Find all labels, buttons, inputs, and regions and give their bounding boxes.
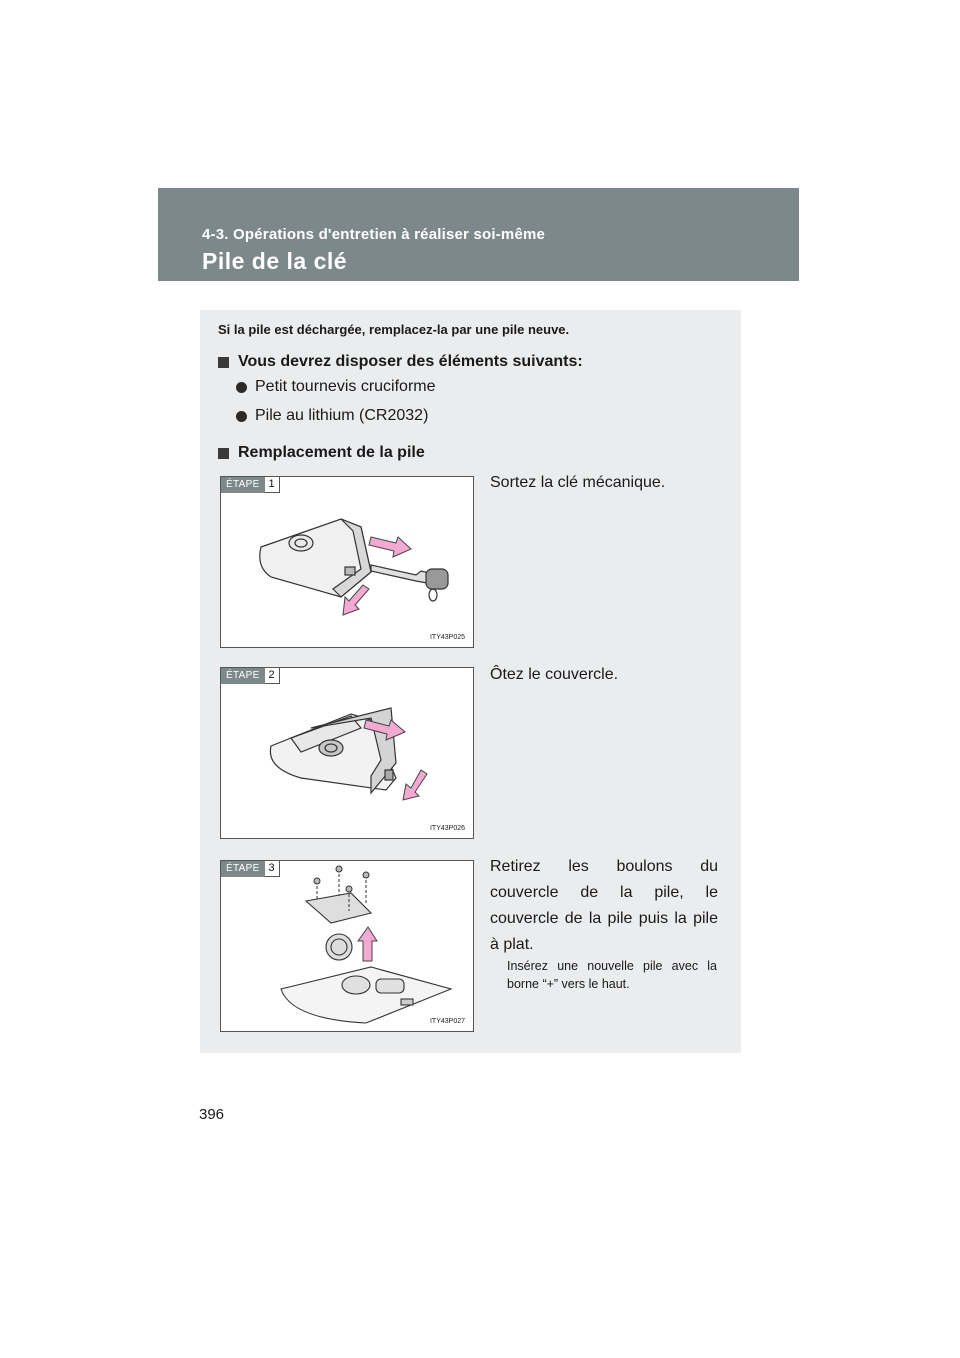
round-bullet-icon: [236, 382, 247, 393]
image-code: ITY43P026: [429, 825, 465, 832]
step-3-note: Insérez une nouvelle pile avec la borne “+” vers le haut.: [507, 959, 717, 991]
step-number: 1: [265, 477, 280, 493]
replacement-heading-text: Remplacement de la pile: [238, 444, 425, 461]
round-bullet-icon: [236, 411, 247, 422]
page-title: Pile de la clé: [202, 248, 348, 274]
step-badge: [221, 477, 280, 493]
step-3-text: Retirez les boulons du couvercle de la pile, le couvercle de la pile puis la pile à plat.: [490, 858, 718, 953]
page-header: [158, 188, 799, 281]
intro-text: Si la pile est déchargée, remplacez-la par une pile neuve.: [218, 322, 570, 337]
list-item: [236, 407, 428, 425]
image-code: ITY43P027: [429, 1018, 465, 1025]
step-badge: [221, 668, 280, 684]
step-label: ÉTAPE: [221, 861, 265, 877]
step-3-illustration: [220, 860, 474, 1032]
items-needed-heading-text: Vous devrez disposer des éléments suivants:: [238, 353, 583, 370]
step-2-text: Ôtez le couvercle.: [490, 666, 619, 683]
step-number: 2: [265, 668, 280, 684]
step-badge: [221, 861, 280, 877]
square-bullet-icon: [218, 357, 229, 368]
key-removal-illustration: [221, 477, 474, 648]
content-panel: [200, 310, 741, 1053]
list-item-text: Pile au lithium (CR2032): [255, 407, 429, 424]
replacement-heading: [218, 444, 425, 462]
step-label: ÉTAPE: [221, 477, 265, 493]
square-bullet-icon: [218, 448, 229, 459]
cover-removal-illustration: [221, 668, 474, 839]
battery-removal-illustration: [221, 861, 474, 1032]
section-title: 4-3. Opérations d'entretien à réaliser soi-même: [202, 226, 546, 243]
items-needed-heading: [218, 353, 583, 371]
step-label: ÉTAPE: [221, 668, 265, 684]
step-2-illustration: [220, 667, 474, 839]
step-1-text: Sortez la clé mécanique.: [490, 474, 666, 491]
step-1-illustration: [220, 476, 474, 648]
step-number: 3: [265, 861, 280, 877]
list-item: [236, 378, 436, 396]
image-code: ITY43P025: [429, 634, 465, 641]
list-item-text: Petit tournevis cruciforme: [255, 378, 436, 395]
page-number: 396: [199, 1106, 225, 1123]
